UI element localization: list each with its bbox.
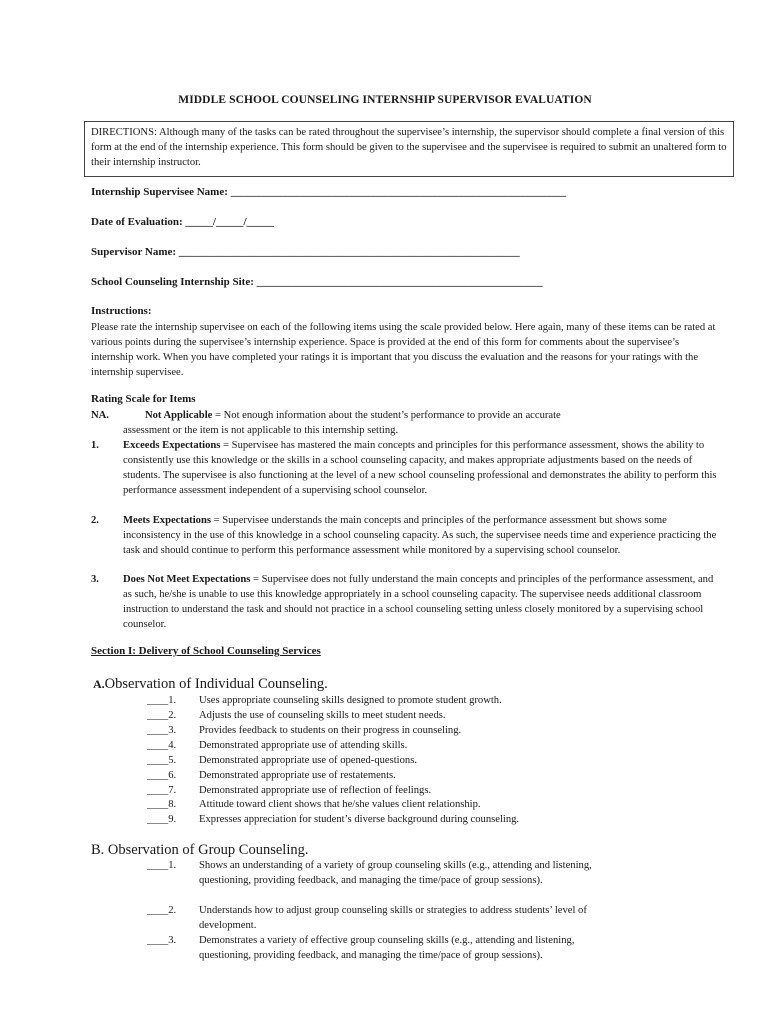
rating-blank[interactable]: ____7. [147, 785, 177, 796]
rating-level-term: Does Not Meet Expectations [123, 574, 251, 585]
list-item [147, 753, 627, 768]
subsection-a-letter: A. [93, 677, 105, 691]
rating-level-1 [91, 438, 721, 498]
rating-na-line1: = Not enough information about the student’s performance to provide an accurate [212, 410, 561, 421]
rating-level-2 [91, 513, 721, 558]
rating-blank[interactable]: ____3. [147, 725, 177, 736]
list-item [147, 797, 627, 812]
evaluation-date-field[interactable]: Date of Evaluation: _____/_____/_____ [91, 216, 275, 228]
list-item [147, 858, 627, 888]
section-1-title: Section I: Delivery of School Counseling Services [91, 645, 321, 657]
rating-blank[interactable]: ____2. [147, 905, 177, 916]
subsection-a-heading [93, 676, 328, 693]
item-text: Demonstrates a variety of effective group counseling skills (e.g., attending and listening, questioning, providing feedback, and managing the time/pace of group sessions). [199, 935, 575, 961]
instructions-heading: Instructions: [91, 305, 152, 317]
rating-level-text: = Supervisee does not fully understand the main concepts and principles of the performance assessment, and as such, he/she is unable to use this knowledge appropriately in a school counseling capacity. The supervisee needs additional classroom instruction to understand the task and should not practice in a school counseling setting unless closely monitored by a supervising school counselor. [123, 574, 714, 630]
item-text: Understands how to adjust group counseling skills or strategies to address students’ level of development. [199, 905, 587, 931]
instructions-body: Please rate the internship supervisee on each of the following items using the scale provided below. Here again, many of these items can be rated at various points during the supervisee’s internship experience. Space is provided at the end of this form for comments about the supervisee’s internship work. When you have completed your ratings it is important that you discuss the evaluation and the reasons for your ratings with the internship supervisee. [91, 322, 716, 378]
rating-na-term: Not Applicable [144, 410, 213, 421]
item-text: Provides feedback to students on their progress in counseling. [199, 725, 462, 736]
rating-blank[interactable]: ____1. [147, 695, 177, 706]
rating-blank[interactable]: ____1. [147, 860, 177, 871]
list-item [147, 783, 627, 798]
rating-level-term: Meets Expectations [123, 515, 211, 526]
rating-level-3 [91, 572, 721, 632]
rating-na-line2: assessment or the item is not applicable to this internship setting. [123, 425, 399, 436]
rating-level-number: 1. [91, 440, 99, 451]
directions-box: DIRECTIONS: Although many of the tasks can be rated throughout the supervisee’s internship, the supervisor should complete a final version of this form at the end of the internship experience. This form should be given to the supervisee and the supervisee is required to submit an unaltered form to their internship instructor. [84, 121, 734, 177]
rating-level-text: = Supervisee has mastered the main concepts and principles for this performance assessment, shows the ability to consistently use this knowledge or the skills in a school counseling capacity, and makes appropriate adjustments based on the needs of students. The supervisee is also functioning at the level of a new school counseling professional and demonstrates the ability to perform this performance assessment independent of a supervising school counselor. [123, 440, 717, 496]
list-item [147, 693, 627, 708]
item-text: Demonstrated appropriate use of opened-questions. [199, 755, 417, 766]
subsection-a-title: Observation of Individual Counseling. [104, 676, 328, 692]
form-title: MIDDLE SCHOOL COUNSELING INTERNSHIP SUPERVISOR EVALUATION [178, 94, 592, 106]
rating-na-label: NA. [91, 410, 109, 421]
rating-level-number: 2. [91, 515, 99, 526]
supervisor-name-field[interactable]: Supervisor Name: ______________________________________________________________ [91, 246, 520, 258]
rating-blank[interactable]: ____4. [147, 740, 177, 751]
item-text: Demonstrated appropriate use of attending skills. [199, 740, 408, 751]
subsection-b-heading: B. Observation of Group Counseling. [91, 842, 309, 858]
rating-blank[interactable]: ____5. [147, 755, 177, 766]
item-text: Uses appropriate counseling skills designed to promote student growth. [199, 695, 502, 706]
item-text: Demonstrated appropriate use of restatements. [199, 770, 396, 781]
supervisee-name-field[interactable]: Internship Supervisee Name: _____________________________________________________________ [91, 186, 567, 198]
list-item [147, 812, 627, 827]
rating-blank[interactable]: ____3. [147, 935, 177, 946]
rating-level-term: Exceeds Expectations [123, 440, 221, 451]
rating-level-text: = Supervisee understands the main concepts and principles of the performance assessment but shows some inconsistency in the use of this knowledge in a school counseling capacity. As such, the supervisee needs time and experience practicing the task and should continue to perform this performance assessment while monitored by a supervising school counselor. [123, 515, 717, 556]
list-item [147, 768, 627, 783]
item-text: Expresses appreciation for student’s diverse background during counseling. [199, 814, 520, 825]
item-text: Adjusts the use of counseling skills to meet student needs. [199, 710, 446, 721]
item-text: Attitude toward client shows that he/she values client relationship. [199, 799, 481, 810]
rating-level-number: 3. [91, 574, 99, 585]
list-item [147, 708, 627, 723]
rating-na [91, 408, 721, 438]
list-item [147, 933, 627, 963]
list-item [147, 723, 627, 738]
list-item [147, 738, 627, 753]
internship-site-field[interactable]: School Counseling Internship Site: ____________________________________________________ [91, 276, 543, 288]
item-text: Demonstrated appropriate use of reflection of feelings. [199, 785, 432, 796]
list-item [147, 903, 627, 933]
rating-blank[interactable]: ____6. [147, 770, 177, 781]
item-text: Shows an understanding of a variety of group counseling skills (e.g., attending and listening, questioning, providing feedback, and managing the time/pace of group sessions). [199, 860, 592, 886]
rating-scale-heading: Rating Scale for Items [91, 393, 196, 405]
rating-blank[interactable]: ____8. [147, 799, 177, 810]
rating-blank[interactable]: ____9. [147, 814, 177, 825]
rating-blank[interactable]: ____2. [147, 710, 177, 721]
